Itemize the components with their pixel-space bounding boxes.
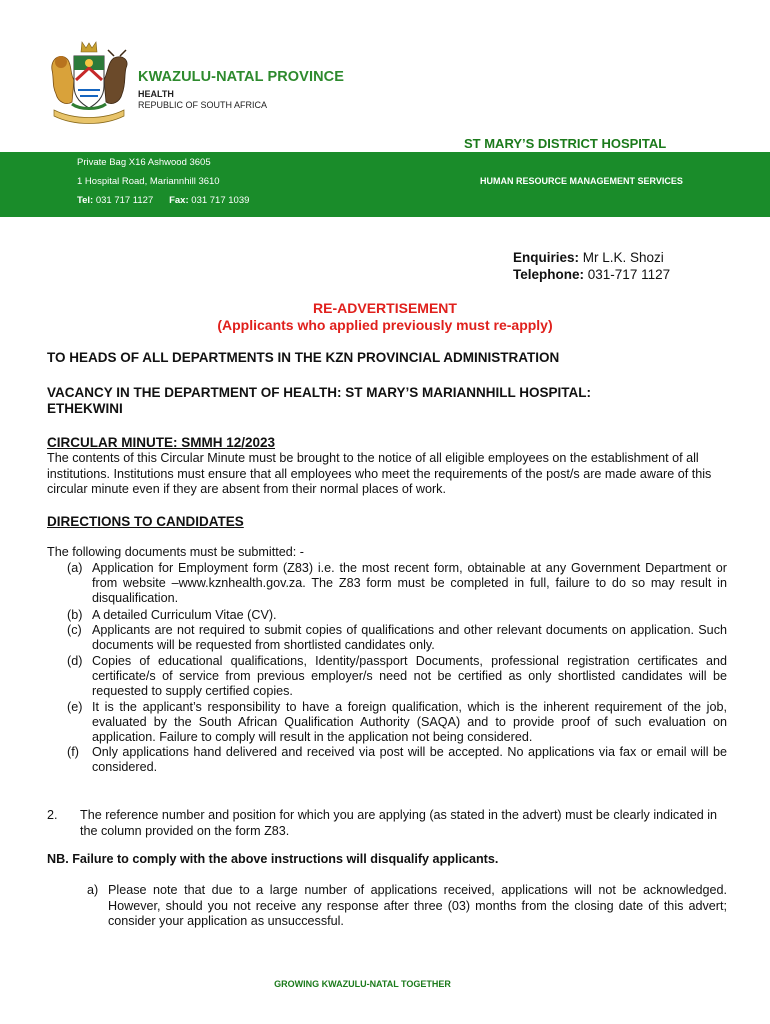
list-marker: (a) (67, 561, 83, 575)
fax-value: 031 717 1039 (191, 195, 250, 206)
vacancy-heading-line-1: VACANCY IN THE DEPARTMENT OF HEALTH: ST MARY’S MARIANNHILL HOSPITAL: (47, 385, 591, 400)
list-text: Applicants are not required to submit copies of qualifications and other relevant documents on application. Such documents will be requested from shortlisted candidates only. (92, 623, 727, 653)
nb-item-a-marker: a) (87, 883, 99, 897)
address-line-1: Private Bag X16 Ashwood 3605 (77, 157, 211, 168)
list-text: A detailed Curriculum Vitae (CV). (92, 608, 277, 622)
circular-minute-heading: CIRCULAR MINUTE: SMMH 12/2023 (47, 435, 276, 450)
enquiries-value: Mr L.K. Shozi (582, 250, 664, 265)
nb-text: NB. Failure to comply with the above instructions will disqualify applicants (47, 852, 495, 866)
hospital-name: ST MARY’S DISTRICT HOSPITAL (464, 136, 667, 151)
circular-minute-text: The contents of this Circular Minute must be brought to the notice of all eligible employees on the establishment of all institutions. Institutions must ensure that all employees who meet the requirements of the post/s are made aware of this circular minute even if they are absent from their normal places of work. (47, 451, 712, 496)
list-marker: (f) (67, 745, 79, 759)
list-marker: (e) (67, 700, 83, 714)
address-line-2: 1 Hospital Road, Mariannhill 3610 (77, 176, 220, 187)
department-name: HEALTH (138, 89, 174, 99)
fax-label: Fax: (169, 195, 189, 206)
point-2-text: The reference number and position for which you are applying (as stated in the advert) must be clearly indicated in the column provided on the form Z83. (80, 808, 718, 838)
directions-heading: DIRECTIONS TO CANDIDATES (47, 514, 244, 529)
list-marker: (d) (67, 654, 83, 668)
list-marker: (c) (67, 623, 82, 637)
republic-name: REPUBLIC OF SOUTH AFRICA (138, 100, 268, 110)
tel-value: 031 717 1127 (95, 195, 154, 206)
list-text: It is the applicant’s responsibility to have a foreign qualification, which is the inherent requirement of the job, evaluated by the South African Qualification Authority (SAQA) and to provide proof of such evaluation on application. Failure to comply will result in the application not being considered. (92, 700, 727, 745)
list-text: Copies of educational qualifications, Identity/passport Documents, professional registration certificates and certificate/s of service from previous employer/s need not be certified as only shortlisted candidates will be requested to supply certified copies. (92, 654, 727, 699)
list-text: Only applications hand delivered and received via post will be accepted. No applications via fax or email will be considered. (92, 745, 727, 775)
enquiries-line (513, 250, 664, 265)
readvertisement-subtitle: (Applicants who applied previously must re-apply) (217, 317, 553, 333)
telephone-line (513, 267, 670, 282)
nb-warning: NB. Failure to comply with the above instructions will disqualify applicants. (47, 852, 499, 866)
province-name: KWAZULU-NATAL PROVINCE (138, 69, 344, 85)
readvertisement-title: RE-ADVERTISEMENT (313, 300, 457, 316)
telephone-label: Telephone: (513, 267, 585, 282)
vacancy-heading-line-2: ETHEKWINI (47, 401, 123, 416)
service-name: HUMAN RESOURCE MANAGEMENT SERVICES (480, 176, 683, 186)
enquiries-label: Enquiries: (513, 250, 580, 265)
telephone-value: 031-717 1127 (587, 267, 671, 282)
contact-numbers (77, 195, 249, 206)
to-heads-heading: TO HEADS OF ALL DEPARTMENTS IN THE KZN PROVINCIAL ADMINISTRATION (47, 350, 560, 365)
tel-label: Tel: (77, 195, 94, 206)
list-marker: (b) (67, 608, 83, 622)
nb-item-a-text: Please note that due to a large number of applications received, applications will not be acknowledged. However, should you not receive any response after three (03) months from the closing date of this advert; consider your application as unsuccessful. (108, 883, 727, 928)
coat-of-arms-logo (44, 40, 134, 128)
point-2-marker: 2. (47, 808, 58, 822)
list-text: Application for Employment form (Z83) i.e. the most recent form, obtainable at any Government Department or from website –www.kznhealth.gov.za. The Z83 form must be completed in full, failure to do so may result in disqualification. (92, 561, 727, 606)
documents-intro: The following documents must be submitted: - (47, 545, 304, 559)
footer-slogan: GROWING KWAZULU-NATAL TOGETHER (274, 979, 451, 989)
